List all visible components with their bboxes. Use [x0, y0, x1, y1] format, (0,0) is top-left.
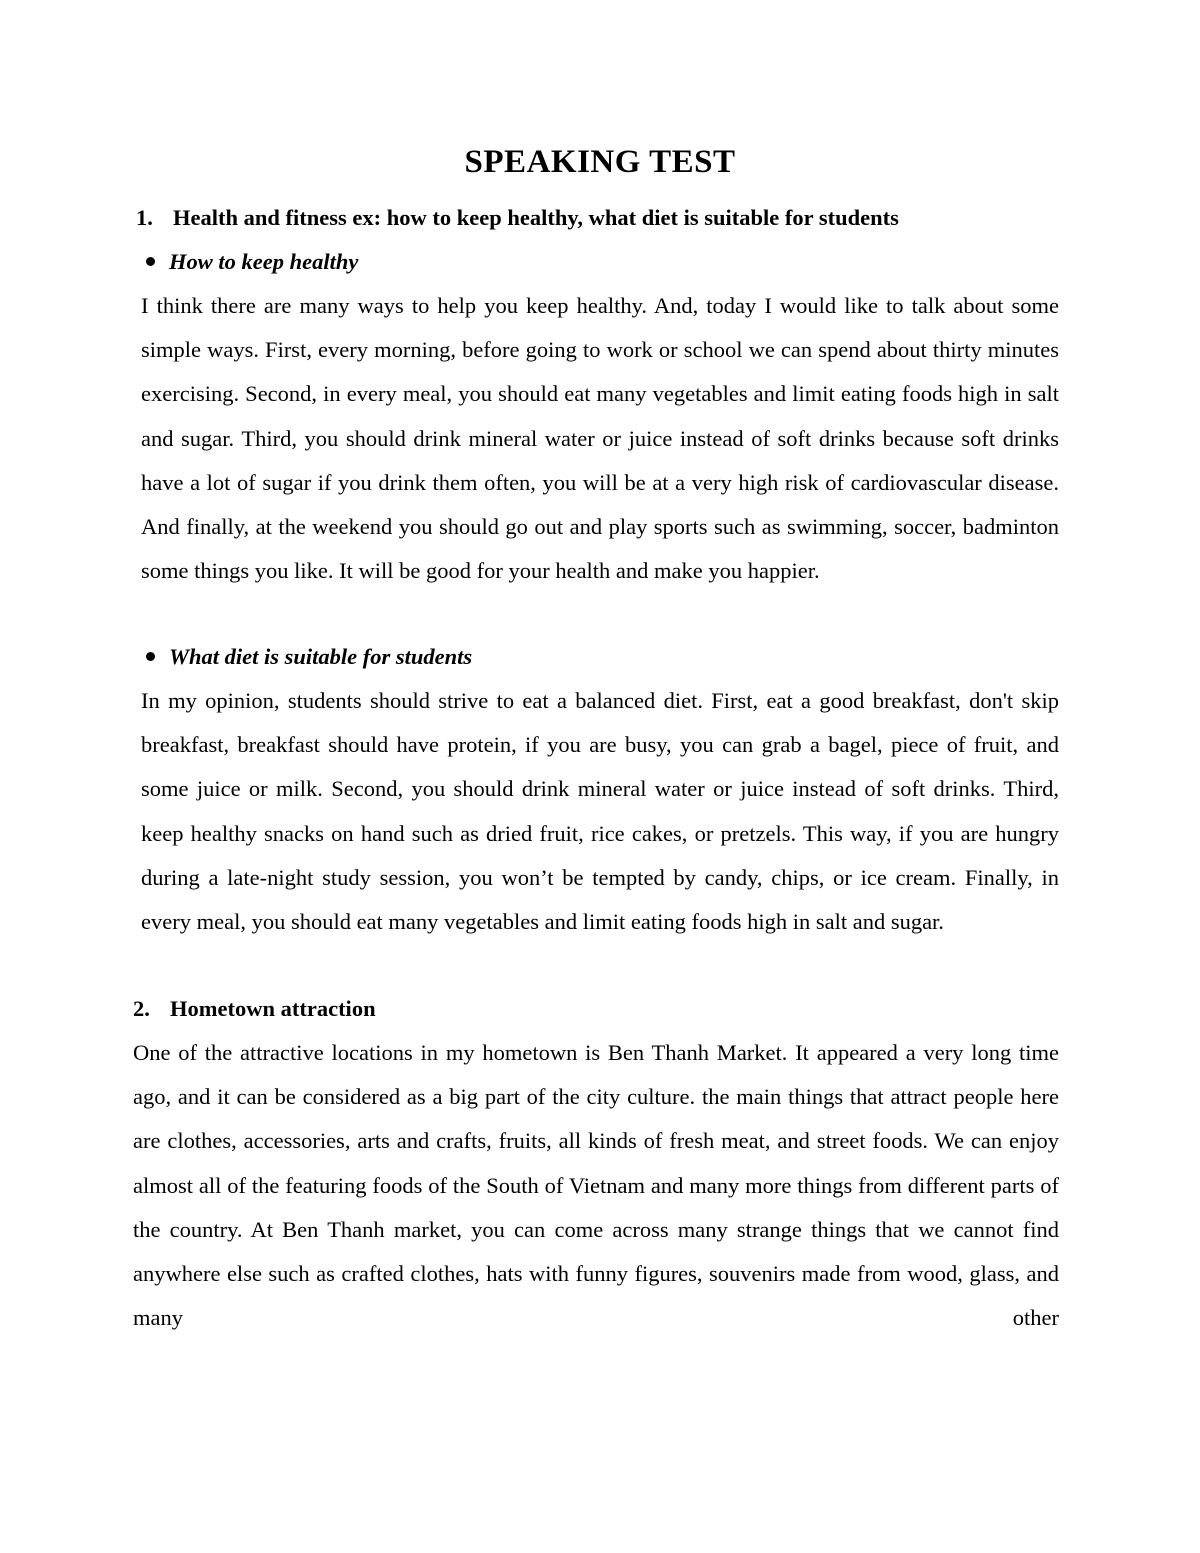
section-number: 2. — [133, 996, 150, 1021]
paragraph-hometown-attraction: One of the attractive locations in my hometown is Ben Thanh Market. It appeared a very long time ago, and it can be considered as a big part of the city culture. the main things that attract people here are clothes, accessories, arts and crafts, fruits, all kinds of fresh meat, and street foods. We can enjoy almost all of the featuring foods of the South of Vietnam and many more things from different parts of the country. At Ben Thanh market, you can come across many strange things that we cannot find anywhere else such as crafted clothes, hats with funny figures, souvenirs made from wood, glass, and many other — [133, 1040, 1059, 1331]
bullet-label: What diet is suitable for students — [169, 644, 473, 669]
section-heading-text: Hometown attraction — [170, 996, 376, 1021]
bullet-dot-icon — [146, 257, 155, 266]
section-number: 1. — [136, 205, 153, 230]
bullet-label: How to keep healthy — [169, 249, 359, 274]
section-heading-text: Health and fitness ex: how to keep healthy, what diet is suitable for students — [173, 205, 899, 230]
bullet-diet-for-students — [146, 642, 472, 672]
page-title: SPEAKING TEST — [464, 144, 736, 180]
section-heading-hometown — [133, 994, 376, 1024]
bullet-how-to-keep-healthy — [146, 247, 358, 277]
bullet-dot-icon — [146, 652, 155, 661]
paragraph-diet-for-students: In my opinion, students should strive to eat a balanced diet. First, eat a good breakfast, don't skip breakfast, breakfast should have protein, if you are busy, you can grab a bagel, piece of fruit, and some juice or milk. Second, you should drink mineral water or juice instead of soft drinks. Third, keep healthy snacks on hand such as dried fruit, rice cakes, or pretzels. This way, if you are hungry during a late-night study session, you won’t be tempted by candy, chips, or ice cream. Finally, in every meal, you should eat many vegetables and limit eating foods high in salt and sugar. — [141, 688, 1059, 935]
section-heading-health — [136, 203, 899, 233]
paragraph-keep-healthy: I think there are many ways to help you keep healthy. And, today I would like to talk about some simple ways. First, every morning, before going to work or school we can spend about thirty minutes exercising. Second, in every meal, you should eat many vegetables and limit eating foods high in salt and sugar. Third, you should drink mineral water or juice instead of soft drinks because soft drinks have a lot of sugar if you drink them often, you will be at a very high risk of cardiovascular disease. And finally, at the weekend you should go out and play sports such as swimming, soccer, badminton some things you like. It will be good for your health and make you happier. — [141, 293, 1059, 584]
